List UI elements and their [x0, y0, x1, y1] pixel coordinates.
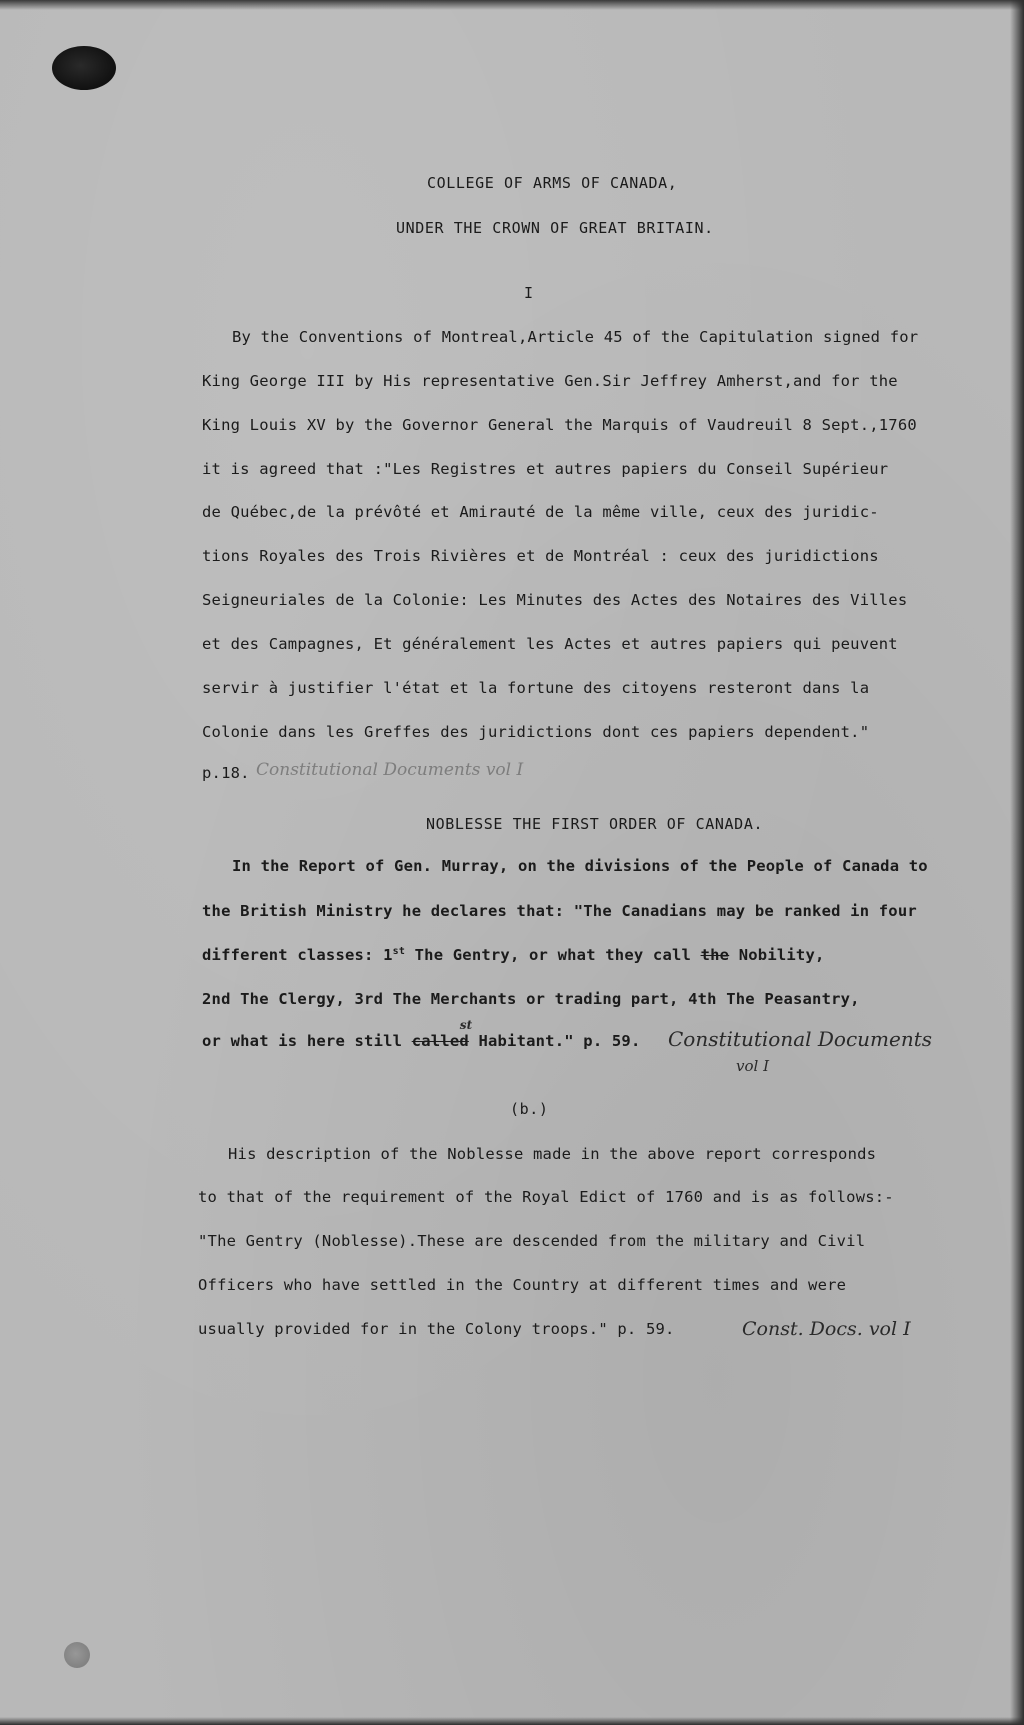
para3-line: usually provided for in the Colony troops." p. 59. [198, 1320, 675, 1338]
heading-line-2: UNDER THE CROWN OF GREAT BRITAIN. [396, 219, 714, 237]
para1-handwritten-note: Constitutional Documents vol I [256, 760, 524, 780]
section-number: I [524, 284, 534, 302]
para2-line [202, 946, 825, 964]
subsection-label: (b.) [510, 1100, 549, 1118]
para1-line: King Louis XV by the Governor General the Marquis of Vaudreuil 8 Sept.,1760 [202, 416, 917, 434]
para2-line: In the Report of Gen. Murray, on the divisions of the People of Canada to [232, 857, 928, 875]
para3-line: His description of the Noblesse made in the above report corresponds [228, 1145, 877, 1163]
para2-line3-part: Nobility, [729, 946, 825, 965]
para3-line: Officers who have settled in the Country at different times and were [198, 1276, 847, 1294]
para1-line: it is agreed that :"Les Registres et autres papiers du Conseil Supérieur [202, 460, 889, 478]
para3-line: "The Gentry (Noblesse).These are descended from the military and Civil [198, 1232, 866, 1250]
struck-word: the [700, 946, 730, 965]
para1-line: de Québec,de la prévôté et Amirauté de la même ville, ceux des juridic- [202, 503, 879, 521]
page-edge-top [0, 0, 1024, 10]
struck-word: called [411, 1032, 469, 1050]
para1-page-ref: p.18. [202, 764, 250, 782]
heading-line-1: COLLEGE OF ARMS OF CANADA, [427, 174, 678, 192]
para2-line5-part: Habitant." p. 59. [468, 1032, 641, 1050]
para1-line: et des Campagnes, Et généralement les Actes et autres papiers qui peuvent [202, 635, 898, 653]
handwritten-insertion: st [459, 1018, 473, 1032]
para1-line: Colonie dans les Greffes des juridictions dont ces papiers dependent." [202, 723, 870, 741]
page-edge-bottom [0, 1717, 1024, 1725]
punch-hole [52, 46, 116, 90]
para1-line: tions Royales des Trois Rivières et de Montréal : ceux des juridictions [202, 547, 879, 565]
para2-handwritten-note-vol: vol I [736, 1057, 769, 1075]
punch-hole-mark [64, 1642, 90, 1668]
para2-line5-part: or what is here still [202, 1032, 412, 1050]
para2-line3-sup: st [392, 946, 406, 957]
struck-word-wrapper [411, 1018, 473, 1050]
page-edge-right [1010, 0, 1024, 1725]
section-title: NOBLESSE THE FIRST ORDER OF CANADA. [426, 815, 764, 833]
para2-line3-part: different classes: 1 [202, 946, 393, 965]
para2-line: 2nd The Clergy, 3rd The Merchants or trading part, 4th The Peasantry, [202, 990, 860, 1008]
para1-line: King George III by His representative Gen.Sir Jeffrey Amherst,and for the [202, 372, 898, 390]
para2-handwritten-note: Constitutional Documents [668, 1027, 933, 1051]
para3-line: to that of the requirement of the Royal Edict of 1760 and is as follows:- [198, 1188, 894, 1206]
para1-line: Seigneuriales de la Colonie: Les Minutes des Actes des Notaires des Villes [202, 591, 908, 609]
para1-line: servir à justifier l'état et la fortune des citoyens resteront dans la [202, 679, 870, 697]
para2-line3-part: The Gentry, or what they call [405, 946, 701, 965]
para2-line [202, 1018, 641, 1050]
para2-line: the British Ministry he declares that: "The Canadians may be ranked in four [202, 902, 917, 920]
para1-line: By the Conventions of Montreal,Article 45 of the Capitulation signed for [232, 328, 919, 346]
para3-handwritten-note: Const. Docs. vol I [742, 1318, 911, 1340]
